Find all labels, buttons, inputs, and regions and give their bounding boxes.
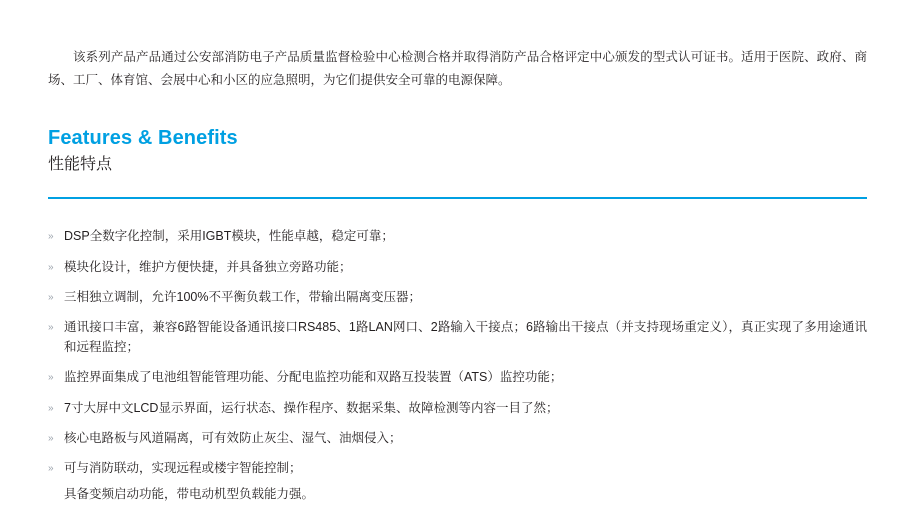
section-title-en: Features & Benefits	[48, 127, 238, 150]
feature-text: 核心电路板与风道隔离，可有效防止灰尘、湿气、油烟侵入；	[64, 430, 402, 445]
chevron-double-right-icon: »	[48, 322, 53, 334]
chevron-double-right-icon: »	[48, 261, 53, 273]
list-item	[48, 429, 867, 448]
chevron-double-right-icon: »	[48, 372, 53, 384]
features-list	[48, 227, 867, 504]
feature-text: 7寸大屏中文LCD显示界面，运行状态、操作程序、数据采集、故障检测等内容一目了然；	[64, 400, 559, 415]
list-item	[48, 318, 867, 357]
intro-paragraph: 该系列产品产品通过公安部消防电子产品质量监督检验中心检测合格并取得消防产品合格评定中心颁发的型式认可证书。适用于医院、政府、商场、工厂、体育馆、会展中心和小区的应急照明，为它们提供安全可靠的电源保障。	[48, 50, 867, 88]
chevron-double-right-icon: »	[48, 432, 53, 444]
feature-text: 通讯接口丰富，兼容6路智能设备通讯接口RS485、1路LAN网口、2路输入干接点；6路输出干接点（并支持现场重定义），真正实现了多用途通讯和远程监控；	[64, 320, 867, 354]
intro-paragraph-block	[48, 46, 867, 92]
chevron-double-right-icon: »	[48, 463, 53, 475]
feature-text: 三相独立调制，允许100%不平衡负载工作，带输出隔离变压器；	[64, 290, 421, 304]
chevron-double-right-icon: »	[48, 402, 53, 414]
feature-text: 可与消防联动，实现远程或楼宇智能控制；	[64, 461, 302, 476]
document-page	[0, 46, 915, 513]
list-item	[48, 399, 867, 418]
list-item	[48, 227, 867, 246]
chevron-double-right-icon: »	[48, 292, 53, 303]
list-item	[48, 258, 867, 277]
list-item	[48, 288, 867, 307]
section-heading	[48, 126, 867, 177]
feature-text: DSP全数字化控制，采用IGBT模块，性能卓越，稳定可靠；	[64, 229, 394, 244]
chevron-double-right-icon: »	[48, 231, 53, 243]
section-divider	[48, 197, 867, 199]
feature-text: 模块化设计，维护方便快捷，并具备独立旁路功能；	[64, 259, 352, 274]
feature-text: 监控界面集成了电池组智能管理功能、分配电监控功能和双路互投装置（ATS）监控功能；	[64, 370, 563, 385]
section-title-cn: 性能特点	[48, 156, 113, 174]
feature-trailing-note: 具备变频启动功能，带电动机型负载能力强。	[64, 486, 315, 501]
list-item	[48, 368, 867, 387]
list-item	[48, 459, 867, 478]
